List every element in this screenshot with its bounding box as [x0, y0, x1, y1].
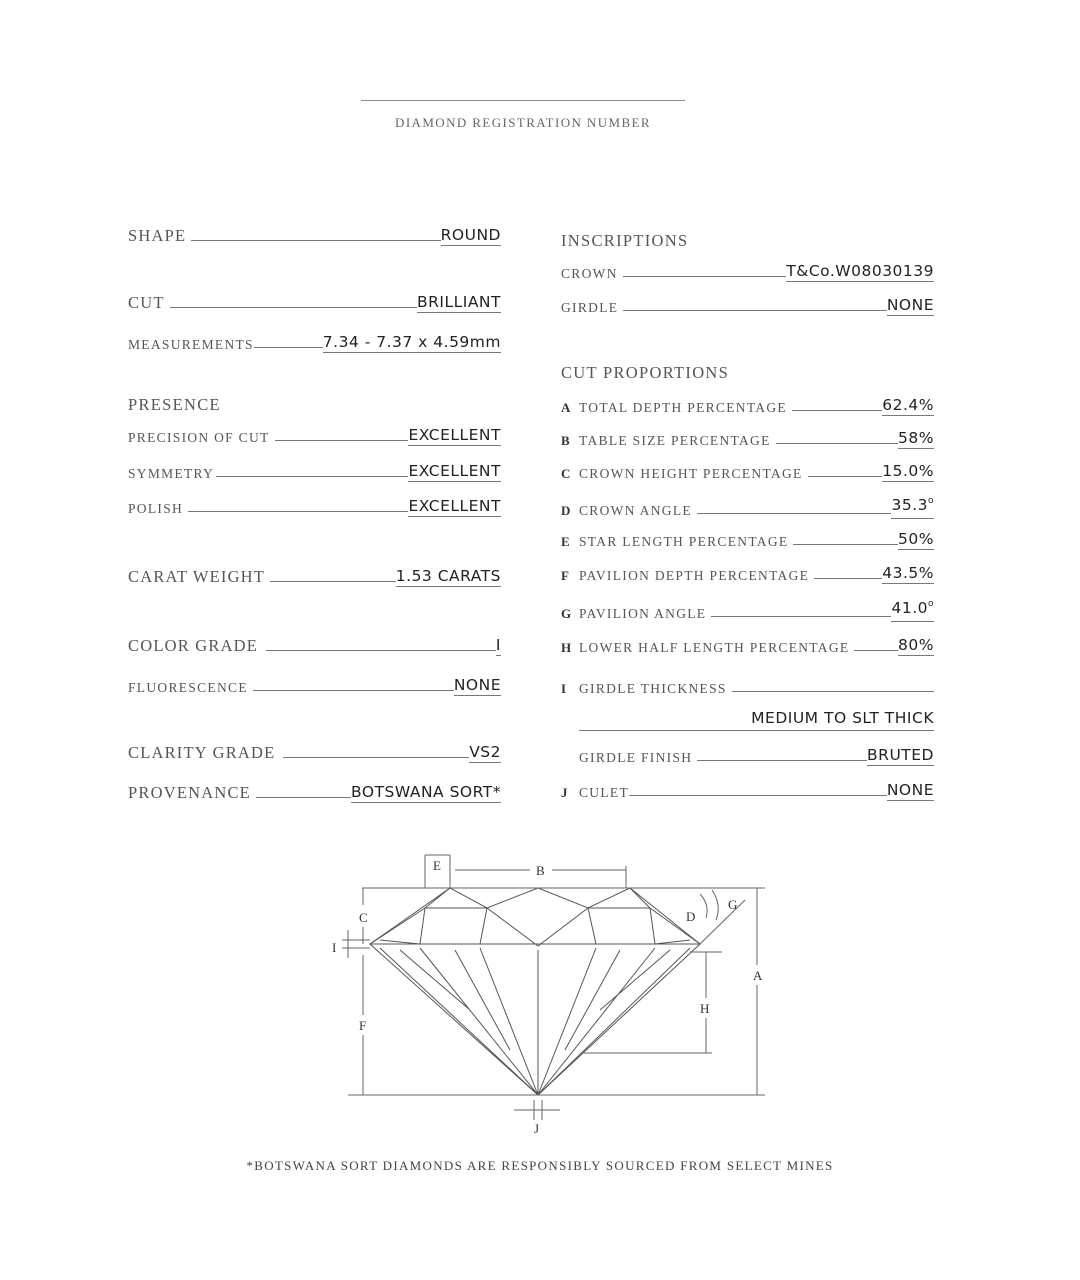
- presence-heading: PRESENCE: [128, 395, 221, 414]
- carat-value: 1.53 CARATS: [395, 567, 501, 585]
- inscriptions-heading: INSCRIPTIONS: [561, 231, 689, 250]
- precision-value: EXCELLENT: [408, 426, 501, 444]
- polish-label: POLISH: [128, 501, 184, 516]
- proportion-e-value: 50%: [898, 530, 934, 548]
- proportion-letter: G: [561, 606, 572, 621]
- degree-mark: o: [927, 496, 934, 506]
- precision-label: PRECISION OF CUT: [128, 430, 270, 445]
- label-f: F: [359, 1018, 367, 1033]
- proportion-h-value: 80%: [898, 636, 934, 654]
- crown-label: CROWN: [561, 266, 618, 281]
- measurements-label: MEASUREMENTS: [128, 337, 254, 352]
- proportion-c-value: 15.0%: [882, 462, 934, 480]
- polish-value: EXCELLENT: [408, 497, 501, 515]
- cut-proportions-heading: CUT PROPORTIONS: [561, 363, 730, 382]
- proportion-e-label: STAR LENGTH PERCENTAGE: [579, 534, 789, 549]
- symmetry-value: EXCELLENT: [408, 462, 501, 480]
- fluorescence-label: FLUORESCENCE: [128, 680, 248, 695]
- degree-mark: o: [927, 599, 934, 609]
- proportion-g-label: PAVILION ANGLE: [579, 606, 707, 621]
- proportion-h-label: LOWER HALF LENGTH PERCENTAGE: [579, 640, 850, 655]
- crown-angle-number: 35.3: [891, 496, 928, 514]
- cut-label: CUT: [128, 293, 165, 312]
- proportion-a-label: TOTAL DEPTH PERCENTAGE: [579, 400, 787, 415]
- registration-label: DIAMOND REGISTRATION NUMBER: [395, 115, 651, 130]
- proportion-d-label: CROWN ANGLE: [579, 503, 692, 518]
- proportion-letter: H: [561, 640, 572, 655]
- proportion-i-value: MEDIUM TO SLT THICK: [751, 709, 934, 727]
- girdle-finish-label: GIRDLE FINISH: [579, 750, 693, 765]
- shape-value: ROUND: [440, 226, 501, 244]
- label-b: B: [536, 863, 545, 878]
- diamond-outline: [370, 888, 700, 1095]
- label-c: C: [359, 910, 368, 925]
- girdle-value: NONE: [886, 296, 934, 314]
- color-label: COLOR GRADE: [128, 636, 259, 655]
- pavilion-angle-number: 41.0: [891, 599, 928, 617]
- proportion-c-label: CROWN HEIGHT PERCENTAGE: [579, 466, 803, 481]
- proportion-letter: E: [561, 534, 570, 549]
- proportion-letter: B: [561, 433, 570, 448]
- label-a: A: [753, 968, 763, 983]
- fluorescence-value: NONE: [453, 676, 501, 694]
- label-g: G: [728, 897, 738, 912]
- label-i: I: [332, 940, 337, 955]
- color-value: I: [495, 636, 501, 654]
- carat-label: CARAT WEIGHT: [128, 567, 266, 586]
- proportion-a-value: 62.4%: [882, 396, 934, 414]
- proportion-j-value: NONE: [886, 781, 934, 799]
- girdle-finish-value: BRUTED: [867, 746, 934, 764]
- label-e: E: [433, 858, 441, 873]
- clarity-label: CLARITY GRADE: [128, 743, 276, 762]
- measurements-value: 7.34 - 7.37 x 4.59mm: [322, 333, 501, 351]
- shape-label: SHAPE: [128, 226, 187, 245]
- label-j: J: [534, 1121, 540, 1136]
- proportion-f-value: 43.5%: [882, 564, 934, 582]
- crown-facets: [370, 888, 700, 946]
- clarity-value: VS2: [469, 743, 501, 761]
- proportion-f-label: PAVILION DEPTH PERCENTAGE: [579, 568, 810, 583]
- proportion-letter: F: [561, 568, 569, 583]
- proportion-j-label: CULET: [579, 785, 629, 800]
- pavilion-facets: [380, 948, 690, 1095]
- cut-value: BRILLIANT: [417, 293, 501, 311]
- proportion-letter: A: [561, 400, 571, 415]
- proportion-i-label: GIRDLE THICKNESS: [579, 681, 727, 696]
- footnote: *BOTSWANA SORT DIAMONDS ARE RESPONSIBLY SOURCED FROM SELECT MINES: [246, 1158, 834, 1173]
- proportion-letter: J: [561, 785, 568, 800]
- label-d: D: [686, 909, 696, 924]
- provenance-label: PROVENANCE: [128, 783, 251, 802]
- angle-d-arc: [700, 894, 707, 918]
- proportion-letter: C: [561, 466, 571, 481]
- crown-value: T&Co.W08030139: [786, 262, 934, 280]
- proportion-letter: I: [561, 681, 567, 696]
- girdle-label: GIRDLE: [561, 300, 619, 315]
- label-h: H: [700, 1001, 710, 1016]
- provenance-value: BOTSWANA SORT*: [351, 783, 501, 801]
- symmetry-label: SYMMETRY: [128, 466, 215, 481]
- proportion-b-value: 58%: [898, 429, 934, 447]
- angle-g-arc: [712, 890, 718, 920]
- proportion-letter: D: [561, 503, 571, 518]
- proportion-b-label: TABLE SIZE PERCENTAGE: [579, 433, 771, 448]
